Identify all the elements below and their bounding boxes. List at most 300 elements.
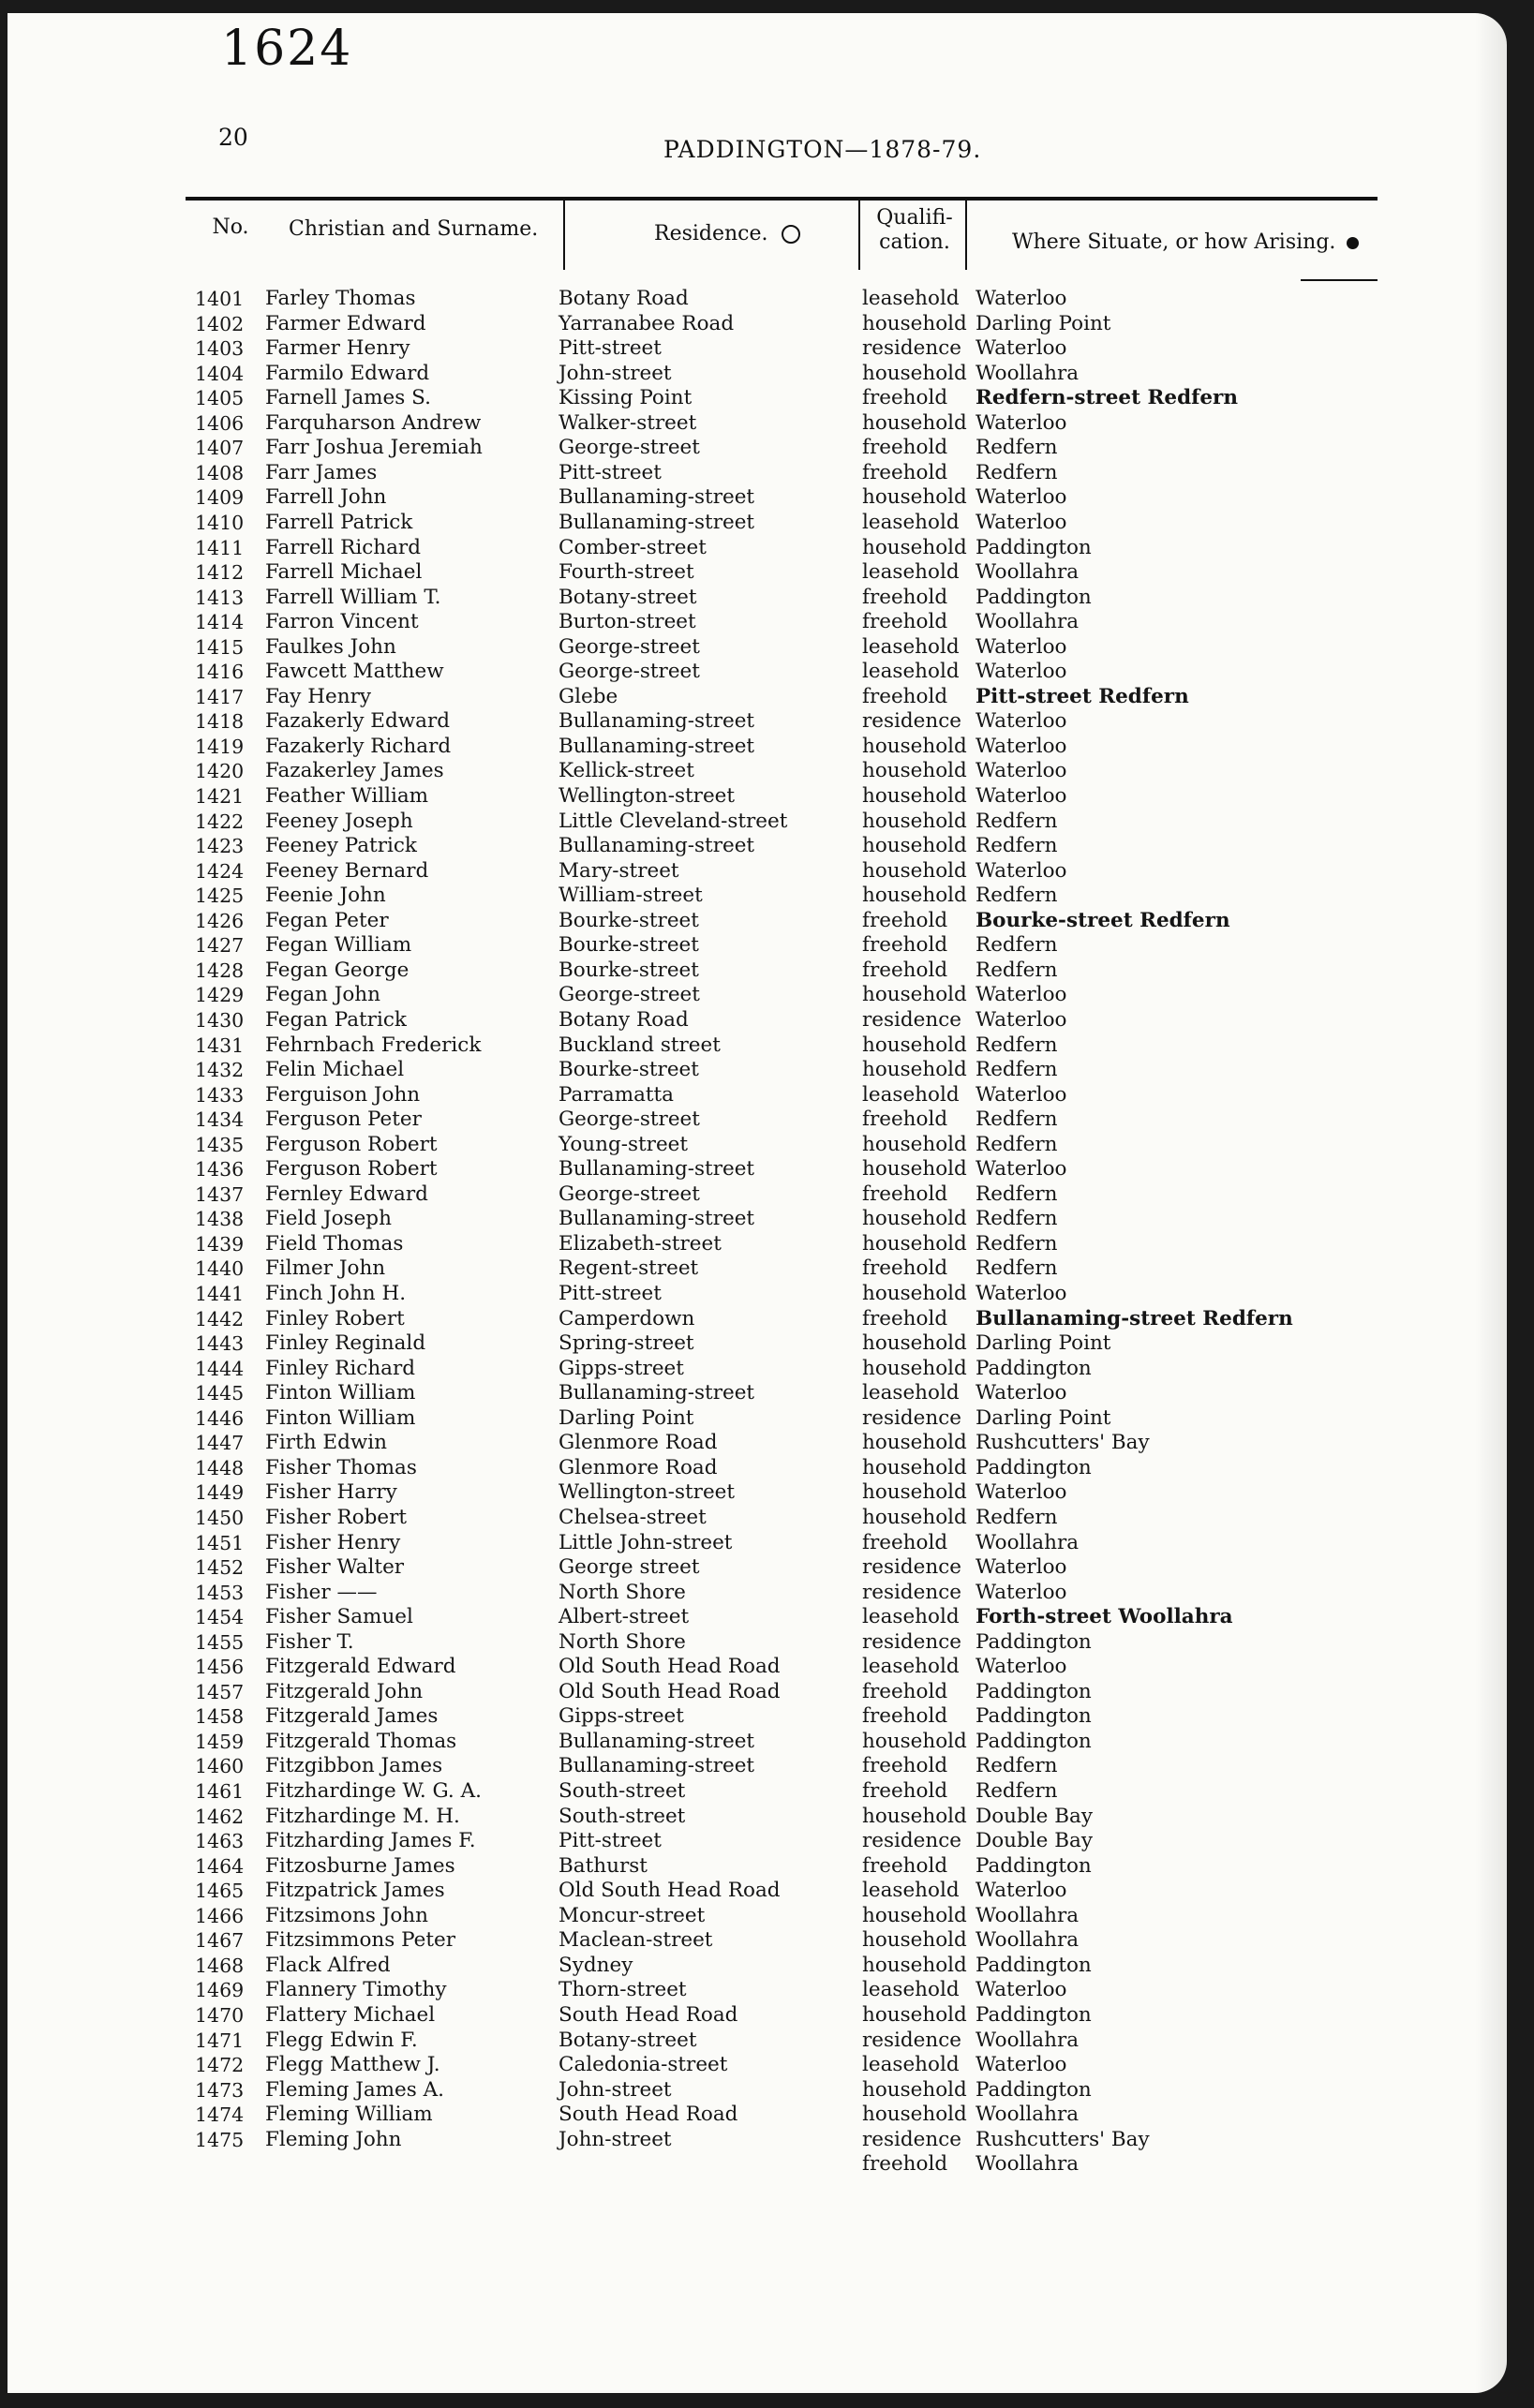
entry-where: Paddington bbox=[976, 1356, 1092, 1380]
entry-number: 1442 bbox=[195, 1307, 245, 1330]
entry-qualification: freehold bbox=[862, 1679, 948, 1703]
entry-qualification: household bbox=[862, 1282, 967, 1305]
entry-number: 1463 bbox=[195, 1830, 245, 1853]
entry-name: Flack Alfred bbox=[265, 1953, 391, 1977]
entry-qualification: freehold bbox=[862, 1704, 948, 1729]
table-row bbox=[7, 511, 1507, 536]
table-row bbox=[7, 859, 1507, 884]
entry-where: Redfern bbox=[976, 958, 1058, 982]
entry-residence: Chelsea-street bbox=[558, 1505, 707, 1529]
entry-where: Waterloo bbox=[976, 784, 1067, 808]
entry-qualification: leasehold bbox=[862, 634, 960, 659]
entry-where: Redfern bbox=[976, 809, 1058, 833]
entry-number: 1418 bbox=[195, 710, 245, 734]
entry-residence: Wellington-street bbox=[558, 784, 736, 808]
entry-name: Fitzhardinge M. H. bbox=[265, 1804, 460, 1828]
entry-qualification: household bbox=[862, 1505, 967, 1529]
table-row bbox=[7, 610, 1507, 635]
table-row bbox=[7, 660, 1507, 685]
entry-name: Finton William bbox=[265, 1405, 416, 1430]
entry-residence: South-street bbox=[558, 1804, 686, 1828]
table-row bbox=[7, 1605, 1507, 1630]
entry-qualification: household bbox=[862, 1132, 967, 1156]
entry-where: Redfern bbox=[976, 1779, 1058, 1803]
entry-qualification: residence bbox=[862, 1555, 962, 1580]
entry-name: Fazakerly Edward bbox=[265, 709, 451, 734]
entry-number: 1439 bbox=[195, 1232, 245, 1256]
entry-where: Paddington bbox=[976, 1679, 1092, 1703]
entry-residence: Wellington-street bbox=[558, 1480, 736, 1505]
entry-where: Redfern bbox=[976, 884, 1058, 908]
entry-where: Paddington bbox=[976, 585, 1092, 609]
entry-number: 1443 bbox=[195, 1332, 245, 1356]
entry-number: 1424 bbox=[195, 859, 245, 883]
entry-residence: Bourke-street bbox=[558, 933, 699, 958]
entry-number: 1445 bbox=[195, 1382, 245, 1405]
table-row bbox=[7, 2078, 1507, 2103]
entry-qualification: leasehold bbox=[862, 1978, 960, 2002]
entry-name: Flannery Timothy bbox=[265, 1978, 447, 2002]
entry-qualification: leasehold bbox=[862, 1655, 960, 1679]
entry-where: Waterloo bbox=[976, 1580, 1067, 1604]
table-row bbox=[7, 810, 1507, 835]
entry-number: 1437 bbox=[195, 1182, 245, 1206]
entry-residence: George-street bbox=[558, 983, 700, 1007]
entry-number: 1461 bbox=[195, 1780, 245, 1803]
entry-name: Ferguison John bbox=[265, 1082, 421, 1107]
entry-name: Fegan Patrick bbox=[265, 1007, 407, 1032]
entry-qualification: freehold bbox=[862, 386, 948, 410]
entry-residence: George street bbox=[558, 1555, 700, 1580]
entry-name: Fleming John bbox=[265, 2127, 402, 2151]
entry-name: Field Thomas bbox=[265, 1231, 404, 1256]
entry-where: Woollahra bbox=[976, 1928, 1080, 1953]
entry-residence: Kissing Point bbox=[558, 386, 693, 410]
entry-where: Paddington bbox=[976, 535, 1092, 559]
entry-name: Feeney Bernard bbox=[265, 858, 429, 883]
column-header-qualification: Qualifi- cation. bbox=[876, 206, 953, 254]
entry-name: Fitzhardinge W. G. A. bbox=[265, 1779, 482, 1803]
entry-where: Waterloo bbox=[976, 1480, 1067, 1505]
table-row bbox=[7, 1307, 1507, 1332]
entry-number: 1441 bbox=[195, 1283, 245, 1305]
table-row bbox=[7, 336, 1507, 362]
table-row bbox=[7, 983, 1507, 1008]
entry-residence: George-street bbox=[558, 1107, 700, 1132]
entry-qualification: household bbox=[862, 1331, 967, 1356]
entry-residence: Caledonia-street bbox=[558, 2053, 728, 2077]
entry-number: 1440 bbox=[195, 1257, 245, 1281]
table-row bbox=[7, 1133, 1507, 1158]
entry-qualification: household bbox=[862, 1953, 967, 1977]
entry-where: Paddington bbox=[976, 2077, 1092, 2102]
entry-residence: Glebe bbox=[558, 684, 618, 708]
entry-name: Ferguson Peter bbox=[265, 1107, 422, 1132]
entry-number: 1475 bbox=[195, 2128, 245, 2151]
entry-qualification: freehold bbox=[862, 1306, 948, 1330]
entry-where: Waterloo bbox=[976, 660, 1067, 684]
entry-qualification: household bbox=[862, 734, 967, 758]
entry-where: Redfern bbox=[976, 1207, 1058, 1231]
entry-number: 1451 bbox=[195, 1531, 245, 1554]
entry-name: Feeney Joseph bbox=[265, 809, 413, 833]
entry-name: Fleming William bbox=[265, 2103, 433, 2127]
entry-residence: Bullanaming-street bbox=[558, 485, 755, 510]
entry-qualification: leasehold bbox=[862, 560, 960, 585]
entry-number: 1416 bbox=[195, 661, 245, 684]
entry-residence: John-street bbox=[558, 2077, 672, 2102]
table-row bbox=[7, 1754, 1507, 1779]
table-row bbox=[7, 909, 1507, 934]
entry-number: 1431 bbox=[195, 1033, 245, 1057]
entry-where: Redfern bbox=[976, 1033, 1058, 1057]
entry-name: Farrell Michael bbox=[265, 560, 423, 585]
entry-residence: Pitt-street bbox=[558, 1829, 662, 1853]
entry-qualification: leasehold bbox=[862, 287, 960, 310]
entry-number: 1406 bbox=[195, 411, 245, 435]
table-row bbox=[7, 1456, 1507, 1481]
entry-residence: Maclean-street bbox=[558, 1928, 713, 1953]
entry-number: 1422 bbox=[195, 810, 245, 833]
entry-residence: Bourke-street bbox=[558, 958, 699, 982]
entry-where: Redfern bbox=[976, 436, 1058, 460]
entry-name: Farquharson Andrew bbox=[265, 410, 482, 435]
entry-residence: Bullanaming-street bbox=[558, 709, 755, 734]
entry-name: Fegan George bbox=[265, 958, 410, 982]
table-row bbox=[7, 1680, 1507, 1705]
table-row bbox=[7, 461, 1507, 486]
table-row bbox=[7, 1083, 1507, 1108]
table-row bbox=[7, 1854, 1507, 1880]
entry-name: Fitzgerald John bbox=[265, 1679, 424, 1703]
entry-name: Fitzgerald James bbox=[265, 1704, 439, 1729]
entry-where: Rushcutters' Bay bbox=[976, 1431, 1150, 1455]
table-row bbox=[7, 1331, 1507, 1357]
entry-qualification: leasehold bbox=[862, 1082, 960, 1107]
entry-number: 1468 bbox=[195, 1954, 245, 1977]
entry-name: Ferguson Robert bbox=[265, 1132, 438, 1156]
table-row bbox=[7, 1381, 1507, 1406]
table-row bbox=[7, 386, 1507, 411]
entry-residence: Walker-street bbox=[558, 410, 697, 435]
entry-qualification: household bbox=[862, 1804, 967, 1828]
table-row bbox=[7, 2128, 1507, 2153]
entry-residence: Fourth-street bbox=[558, 560, 694, 585]
entry-residence: Mary-street bbox=[558, 858, 679, 883]
entry-name: Faulkes John bbox=[265, 634, 396, 659]
table-row bbox=[7, 1506, 1507, 1531]
entry-name: Feeney Patrick bbox=[265, 834, 417, 858]
entry-where: Waterloo bbox=[976, 634, 1067, 659]
entry-name: Fisher Thomas bbox=[265, 1455, 417, 1479]
table-row bbox=[7, 312, 1507, 337]
table-row bbox=[7, 1033, 1507, 1059]
table-row bbox=[7, 1805, 1507, 1830]
entry-where: Paddington bbox=[976, 1455, 1092, 1479]
entry-number: 1433 bbox=[195, 1083, 245, 1107]
entry-qualification: household bbox=[862, 1207, 967, 1231]
table-row bbox=[7, 1256, 1507, 1282]
entry-where: Bourke-street Redfern bbox=[976, 908, 1230, 932]
entry-qualification: freehold bbox=[862, 585, 948, 609]
entry-name: Finley Richard bbox=[265, 1356, 416, 1380]
entry-qualification: household bbox=[862, 834, 967, 858]
table-row bbox=[7, 1357, 1507, 1382]
entry-residence: Elizabeth-street bbox=[558, 1231, 722, 1256]
entry-residence: Bullanaming-street bbox=[558, 510, 755, 534]
entry-residence: Bullanaming-street bbox=[558, 734, 755, 758]
entry-qualification: leasehold bbox=[862, 1605, 960, 1629]
entry-qualification: household bbox=[862, 2103, 967, 2127]
entry-qualification: household bbox=[862, 1455, 967, 1479]
entry-name: Fitzosburne James bbox=[265, 1853, 455, 1878]
page-title: PADDINGTON—1878-79. bbox=[663, 136, 982, 163]
entry-name: Fisher Harry bbox=[265, 1480, 397, 1505]
table-row bbox=[7, 436, 1507, 461]
entry-number: 1427 bbox=[195, 934, 245, 958]
entry-name: Feather William bbox=[265, 784, 429, 808]
entry-qualification: residence bbox=[862, 2028, 962, 2052]
entry-name: Flegg Edwin F. bbox=[265, 2028, 418, 2052]
entry-qualification: household bbox=[862, 1033, 967, 1057]
entry-qualification: leasehold bbox=[862, 1381, 960, 1405]
entry-residence: Sydney bbox=[558, 1953, 633, 1977]
entry-name: Farr Joshua Jeremiah bbox=[265, 436, 483, 460]
entry-residence: Kellick-street bbox=[558, 759, 694, 783]
entry-where: Waterloo bbox=[976, 709, 1067, 734]
table-row bbox=[7, 586, 1507, 611]
entry-qualification: household bbox=[862, 1356, 967, 1380]
entry-number: 1471 bbox=[195, 2029, 245, 2052]
entry-residence: Thorn-street bbox=[558, 1978, 687, 2002]
entry-qualification: household bbox=[862, 1058, 967, 1082]
table-row bbox=[7, 1182, 1507, 1208]
entry-number: 1458 bbox=[195, 1705, 245, 1729]
entry-qualification: household bbox=[862, 983, 967, 1007]
entry-name: Finton William bbox=[265, 1381, 416, 1405]
entry-number: 1457 bbox=[195, 1680, 245, 1703]
entry-qualification: freehold bbox=[862, 958, 948, 982]
entry-qualification: leasehold bbox=[862, 660, 960, 684]
entry-residence: Bourke-street bbox=[558, 908, 699, 932]
entry-number: 1456 bbox=[195, 1656, 245, 1679]
table-row bbox=[7, 1928, 1507, 1954]
entry-name: Fitzgerald Edward bbox=[265, 1655, 456, 1679]
entry-residence: Botany-street bbox=[558, 585, 697, 609]
entry-number: 1435 bbox=[195, 1133, 245, 1156]
table-row bbox=[7, 1879, 1507, 1904]
entry-qualification: freehold bbox=[862, 1182, 948, 1206]
table-row bbox=[7, 784, 1507, 810]
entry-name: Finley Robert bbox=[265, 1306, 405, 1330]
where-header-label: Where Situate, or how Arising. bbox=[1012, 230, 1336, 254]
entry-where: Woollahra bbox=[976, 610, 1080, 634]
table-row bbox=[7, 1555, 1507, 1581]
entry-number: 1452 bbox=[195, 1556, 245, 1580]
table-row bbox=[7, 1207, 1507, 1232]
entry-where: Redfern bbox=[976, 1132, 1058, 1156]
entry-name: Farmer Edward bbox=[265, 311, 426, 335]
entry-name: Farley Thomas bbox=[265, 287, 416, 310]
entry-residence: Pitt-street bbox=[558, 460, 662, 484]
entry-qualification: freehold bbox=[862, 1256, 948, 1281]
entry-name: Fitzsimmons Peter bbox=[265, 1928, 455, 1953]
entry-qualification: household bbox=[862, 1231, 967, 1256]
entry-where: Darling Point bbox=[976, 1405, 1111, 1430]
entry-name: Fernley Edward bbox=[265, 1182, 428, 1206]
entry-number: 1413 bbox=[195, 586, 245, 609]
entry-residence: South Head Road bbox=[558, 2103, 738, 2127]
entry-where: Paddington bbox=[976, 2002, 1092, 2027]
entry-residence: John-street bbox=[558, 361, 672, 385]
entry-residence: George-street bbox=[558, 634, 700, 659]
entry-number: 1450 bbox=[195, 1506, 245, 1529]
entry-residence: Camperdown bbox=[558, 1306, 695, 1330]
entry-qualification: household bbox=[862, 1928, 967, 1953]
entry-number: 1410 bbox=[195, 511, 245, 534]
table-row bbox=[7, 884, 1507, 909]
table-row bbox=[7, 411, 1507, 437]
table-row bbox=[7, 1730, 1507, 1755]
entry-number: 1454 bbox=[195, 1606, 245, 1629]
table-row bbox=[7, 2029, 1507, 2054]
entry-where: Waterloo bbox=[976, 287, 1067, 310]
entry-number: 1417 bbox=[195, 685, 245, 708]
entry-qualification: residence bbox=[862, 1580, 962, 1604]
entry-residence: William-street bbox=[558, 884, 703, 908]
entry-number: 1459 bbox=[195, 1730, 245, 1753]
entry-residence: Buckland street bbox=[558, 1033, 721, 1057]
entry-number: 1448 bbox=[195, 1456, 245, 1479]
entry-qualification: household bbox=[862, 1431, 967, 1455]
entry-residence: Botany Road bbox=[558, 287, 689, 310]
entry-qualification: residence bbox=[862, 1007, 962, 1032]
entry-name: Firth Edwin bbox=[265, 1431, 387, 1455]
entry-residence: South Head Road bbox=[558, 2002, 738, 2027]
entry-where: Darling Point bbox=[976, 311, 1111, 335]
entry-residence: Bathurst bbox=[558, 1853, 648, 1878]
table-row bbox=[7, 709, 1507, 735]
entry-qualification: residence bbox=[862, 1829, 962, 1853]
entry-where: Redfern bbox=[976, 1107, 1058, 1132]
entry-residence: George-street bbox=[558, 660, 700, 684]
entry-number: 1472 bbox=[195, 2054, 245, 2077]
entry-where: Redfern bbox=[976, 1058, 1058, 1082]
entry-name: Fisher Robert bbox=[265, 1505, 408, 1529]
entry-where: Paddington bbox=[976, 1704, 1092, 1729]
entry-name: Fawcett Matthew bbox=[265, 660, 444, 684]
entry-qualification: leasehold bbox=[862, 510, 960, 534]
trailing-where: Woollahra bbox=[976, 2152, 1080, 2177]
entry-residence: Yarranabee Road bbox=[558, 311, 735, 335]
entry-name: Farrell Patrick bbox=[265, 510, 413, 534]
entry-number: 1474 bbox=[195, 2103, 245, 2127]
entry-name: Fazakerly Richard bbox=[265, 734, 452, 758]
entry-number: 1408 bbox=[195, 461, 245, 484]
entry-qualification: household bbox=[862, 311, 967, 335]
entry-residence: Glenmore Road bbox=[558, 1455, 718, 1479]
entry-number: 1464 bbox=[195, 1854, 245, 1878]
page-stamp-number: 1624 bbox=[221, 21, 353, 77]
entry-number: 1429 bbox=[195, 984, 245, 1007]
entry-number: 1425 bbox=[195, 884, 245, 908]
entry-where: Redfern bbox=[976, 1754, 1058, 1778]
entry-residence: Comber-street bbox=[558, 535, 707, 559]
entry-where: Waterloo bbox=[976, 1978, 1067, 2002]
entry-number: 1436 bbox=[195, 1158, 245, 1182]
entry-residence: Old South Head Road bbox=[558, 1655, 781, 1679]
entry-name: Flattery Michael bbox=[265, 2002, 436, 2027]
entry-number: 1414 bbox=[195, 611, 245, 634]
entry-name: Fegan Peter bbox=[265, 908, 389, 932]
table-row bbox=[7, 1829, 1507, 1854]
entry-name: Fitzharding James F. bbox=[265, 1829, 476, 1853]
table-row bbox=[7, 685, 1507, 710]
entry-residence: South-street bbox=[558, 1779, 686, 1803]
entry-residence: Darling Point bbox=[558, 1405, 694, 1430]
table-row bbox=[7, 485, 1507, 511]
entry-qualification: freehold bbox=[862, 908, 948, 932]
entry-qualification: residence bbox=[862, 336, 962, 361]
entry-where: Darling Point bbox=[976, 1331, 1111, 1356]
entry-number: 1403 bbox=[195, 337, 245, 361]
entry-number: 1465 bbox=[195, 1880, 245, 1903]
entry-where: Waterloo bbox=[976, 410, 1067, 435]
table-row bbox=[7, 1431, 1507, 1456]
entry-where: Redfern bbox=[976, 1256, 1058, 1281]
entry-residence: North Shore bbox=[558, 1629, 686, 1654]
entry-qualification: freehold bbox=[862, 436, 948, 460]
entry-where: Woollahra bbox=[976, 1530, 1080, 1554]
entry-where: Redfern bbox=[976, 834, 1058, 858]
entry-where: Pitt-street Redfern bbox=[976, 684, 1189, 708]
entry-number: 1466 bbox=[195, 1904, 245, 1927]
entry-residence: North Shore bbox=[558, 1580, 686, 1604]
entry-where: Waterloo bbox=[976, 2053, 1067, 2077]
entry-where: Paddington bbox=[976, 1853, 1092, 1878]
table-row bbox=[7, 1008, 1507, 1033]
table-row bbox=[7, 959, 1507, 984]
entry-number: 1434 bbox=[195, 1108, 245, 1132]
table-row bbox=[7, 759, 1507, 784]
entry-where: Redfern-street Redfern bbox=[976, 386, 1238, 410]
table-row bbox=[7, 1282, 1507, 1307]
register-table bbox=[7, 13, 1507, 2393]
register-page bbox=[7, 13, 1507, 2393]
entry-qualification: household bbox=[862, 410, 967, 435]
entry-residence: Young-street bbox=[558, 1132, 689, 1156]
entry-qualification: residence bbox=[862, 2127, 962, 2151]
entry-where: Redfern bbox=[976, 1182, 1058, 1206]
entry-name: Fehrnbach Frederick bbox=[265, 1033, 482, 1057]
residence-header-label: Residence. bbox=[654, 222, 768, 245]
entry-number: 1401 bbox=[195, 288, 245, 310]
entry-where: Waterloo bbox=[976, 759, 1067, 783]
entry-name: Flegg Matthew J. bbox=[265, 2053, 440, 2077]
entry-number: 1469 bbox=[195, 1979, 245, 2002]
entry-residence: Bullanaming-street bbox=[558, 1754, 755, 1778]
entry-where: Woollahra bbox=[976, 2103, 1080, 2127]
table-row bbox=[7, 2053, 1507, 2078]
entry-name: Fitzpatrick James bbox=[265, 1879, 445, 1903]
entry-qualification: household bbox=[862, 485, 967, 510]
entry-number: 1407 bbox=[195, 437, 245, 460]
table-row bbox=[7, 1406, 1507, 1432]
entry-residence: Moncur-street bbox=[558, 1903, 706, 1927]
entry-qualification: freehold bbox=[862, 1779, 948, 1803]
table-row bbox=[7, 1480, 1507, 1506]
entry-name: Fazakerley James bbox=[265, 759, 444, 783]
